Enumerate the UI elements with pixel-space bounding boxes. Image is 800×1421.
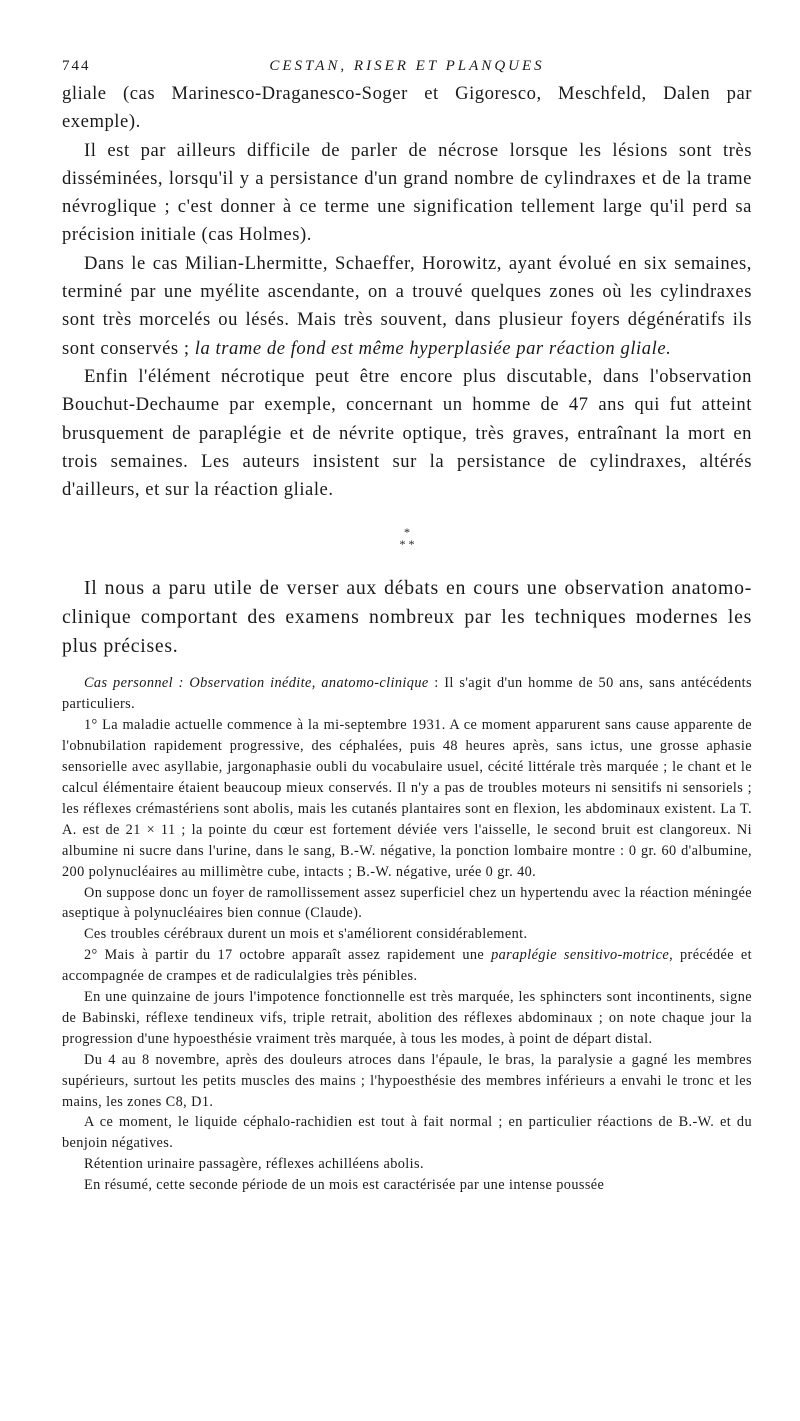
case-paragraph-9: Rétention urinaire passagère, réflexes achilléens abolis. — [84, 1156, 424, 1173]
case-paragraph-6: En une quinzaine de jours l'impotence fonctionnelle est très marquée, les sphincters sont incontinents, signe de Babinski, réflexe tendineux vifs, triple retrait, abolition des réflexes abdominaux ; on note chaque jour la progression d'une hypoesthésie vraiment très marquée, à tous les modes, à point de départ distal. — [62, 989, 752, 1047]
case-paragraph-10: En résumé, cette seconde période de un mois est caractérisée par une intense poussée — [84, 1177, 605, 1194]
case-paragraph-5-emphasis: paraplégie sensitivo-motrice — [491, 947, 670, 964]
case-paragraph-1 — [62, 673, 752, 715]
case-paragraph-4: Ces troubles cérébraux durent un mois et s'améliorent considérablement. — [84, 926, 528, 943]
page-number: 744 — [62, 58, 91, 74]
intro-paragraph: Il nous a paru utile de verser aux débats en cours une observation anatomo-clinique comportant des examens nombreux par les techniques modernes les plus précises. — [62, 577, 752, 658]
case-report — [62, 673, 752, 1196]
paragraph-3-emphasis: la trame de fond est même hyperplasiée par réaction gliale. — [194, 337, 672, 359]
case-paragraph-1-text: : Il s'agit d'un homme de 50 ans, sans antécédents particuliers. — [62, 675, 752, 713]
paragraph-3-text: Dans le cas Milian-Lhermitte, Schaeffer, Horowitz, ayant évolué en six semaines, terminé par une myélite ascendante, on a trouvé quelques zones où les cylindraxes sont très morcelés ou lésés. Mais très souvent, dans plusieur foyers dégénératifs ils sont conservés ; — [62, 252, 752, 359]
case-paragraph-2: 1° La maladie actuelle commence à la mi-septembre 1931. A ce moment apparurent sans cause apparente de l'obnubilation rapidement progressive, des céphalées, puis 48 heures après, sans ictus, une grosse aphasie sensorielle avec asyllabie, jargonaphasie oubli du vocabulaire usuel, cécité littérale très marquée ; le chant et le calcul élémentaire étaient beaucoup mieux conservés. Il n'y a pas de troubles moteurs ni sensitifs ni sensoriels ; les réflexes crémastériens sont abolis, mais les cutanés plantaires sont en flexion, les abdominaux existent. La T. A. est de 21 × 11 ; la pointe du cœur est fortement déviée vers l'aisselle, le second bruit est clangoreux. Ni albumine ni sucre dans l'urine, dans le sang, B.-W. négative, la ponction lombaire montre : 0 gr. 60 d'albumine, 200 polynucléaires au millimètre cube, intacts ; B.-W. négative, urée 0 gr. 40. — [62, 717, 752, 880]
case-paragraph-8: A ce moment, le liquide céphalo-rachidien est tout à fait normal ; en particulier réactions de B.-W. et du benjoin négatives. — [62, 1114, 752, 1152]
body-text — [62, 80, 752, 504]
running-head — [62, 50, 752, 80]
case-heading: Cas personnel : Observation inédite, anatomo-clinique — [84, 675, 429, 692]
case-paragraph-5-text-a: 2° Mais à partir du 17 octobre apparaît assez rapidement une — [84, 947, 492, 964]
intro-section — [62, 574, 752, 661]
case-paragraph-3: On suppose donc un foyer de ramollissement assez superficiel chez un hypertendu avec la réaction méningée aseptique à polynucléaires bien connue (Claude). — [62, 884, 752, 922]
case-paragraph-5-text-b: , précédée et accompagnée de crampes et de radiculalgies très pénibles. — [62, 947, 752, 985]
case-paragraph-7: Du 4 au 8 novembre, après des douleurs atroces dans l'épaule, le bras, la paralysie a gagné les membres supérieurs, surtout les petits muscles des mains ; l'hypoesthésie des membres inférieurs a envahi le tronc et les mains, les zones C8, D1. — [62, 1051, 752, 1110]
paragraph-4: Enfin l'élément nécrotique peut être encore plus discutable, dans l'observation Bouchut-Dechaume par exemple, concernant un homme de 47 ans qui fut atteint brusquement de paraplégie et de névrite optique, très graves, entraînant la mort en trois semaines. Les auteurs insistent sur la persistance de cylindraxes, altérés d'ailleurs, et sur la réaction gliale. — [62, 365, 752, 501]
paragraph-2: Il est par ailleurs difficile de parler de nécrose lorsque les lésions sont très disséminées, lorsqu'il y a persistance d'un grand nombre de cylindraxes et de la trame névroglique ; c'est donner à ce terme une signification tellement large qu'il perd sa précision initiale (cas Holmes). — [62, 139, 752, 246]
paragraph-1: gliale (cas Marinesco-Draganesco-Soger et Gigoresco, Meschfeld, Dalen par exemple). — [62, 83, 752, 133]
running-title: CESTAN, RISER ET PLANQUES — [269, 58, 545, 74]
paragraph-3 — [62, 250, 752, 363]
case-paragraph-5 — [62, 945, 752, 987]
page — [62, 50, 752, 1196]
asterism-top: * — [404, 525, 410, 540]
asterism-bottom: * * — [399, 537, 415, 552]
section-asterism — [62, 526, 752, 550]
